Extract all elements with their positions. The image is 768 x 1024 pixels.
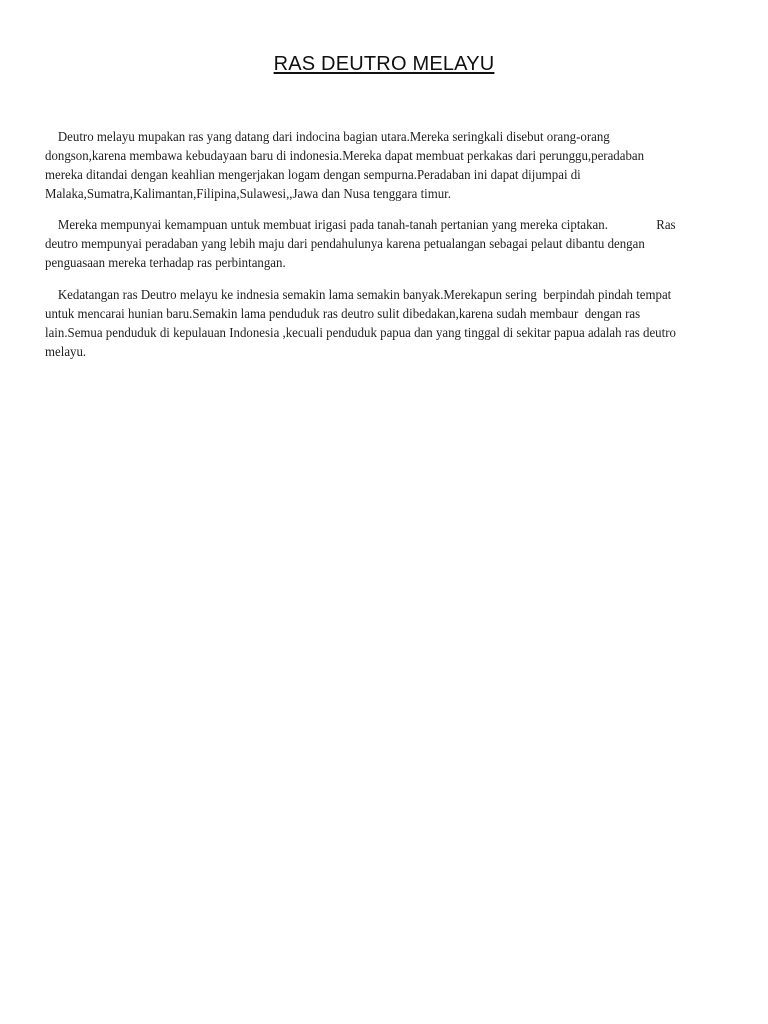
paragraph-1 (45, 128, 680, 204)
paragraph-line: Kedatangan ras Deutro melayu ke indnesia semakin lama semakin banyak.Merekapun sering berpindah pindah tempat (45, 288, 672, 303)
paragraph-line: mereka ditandai dengan keahlian mengerjakan logam dengan sempurna.Peradaban ini dapat dijumpai di (45, 168, 581, 183)
paragraph-line: penguasaan mereka terhadap ras perbintangan. (45, 256, 286, 271)
paragraph-line: deutro mempunyai peradaban yang lebih maju dari pendahulunya karena petualangan sebagai pelaut dibantu dengan (45, 237, 645, 252)
paragraph-line: lain.Semua penduduk di kepulauan Indonesia ,kecuali penduduk papua dan yang tinggal di sekitar papua adalah ras deutro (45, 326, 676, 341)
paragraph-line: dongson,karena membawa kebudayaan baru di indonesia.Mereka dapat membuat perkakas dari perunggu,peradaban (45, 149, 645, 164)
paragraph-line: melayu. (45, 345, 87, 360)
paragraph-2 (45, 216, 680, 273)
paragraph-line: Malaka,Sumatra,Kalimantan,Filipina,Sulawesi,,Jawa dan Nusa tenggara timur. (45, 187, 451, 202)
paragraph-3 (45, 286, 680, 362)
paragraph-line: Deutro melayu mupakan ras yang datang dari indocina bagian utara.Mereka seringkali disebut orang-orang (45, 130, 610, 145)
paragraph-line: Mereka mempunyai kemampuan untuk membuat irigasi pada tanah-tanah pertanian yang mereka ciptakan. Ras (45, 218, 676, 233)
document-title: RAS DEUTRO MELAYU (273, 53, 495, 75)
paragraph-line: untuk mencarai hunian baru.Semakin lama penduduk ras deutro sulit dibedakan,karena sudah membaur dengan ras (45, 307, 641, 322)
